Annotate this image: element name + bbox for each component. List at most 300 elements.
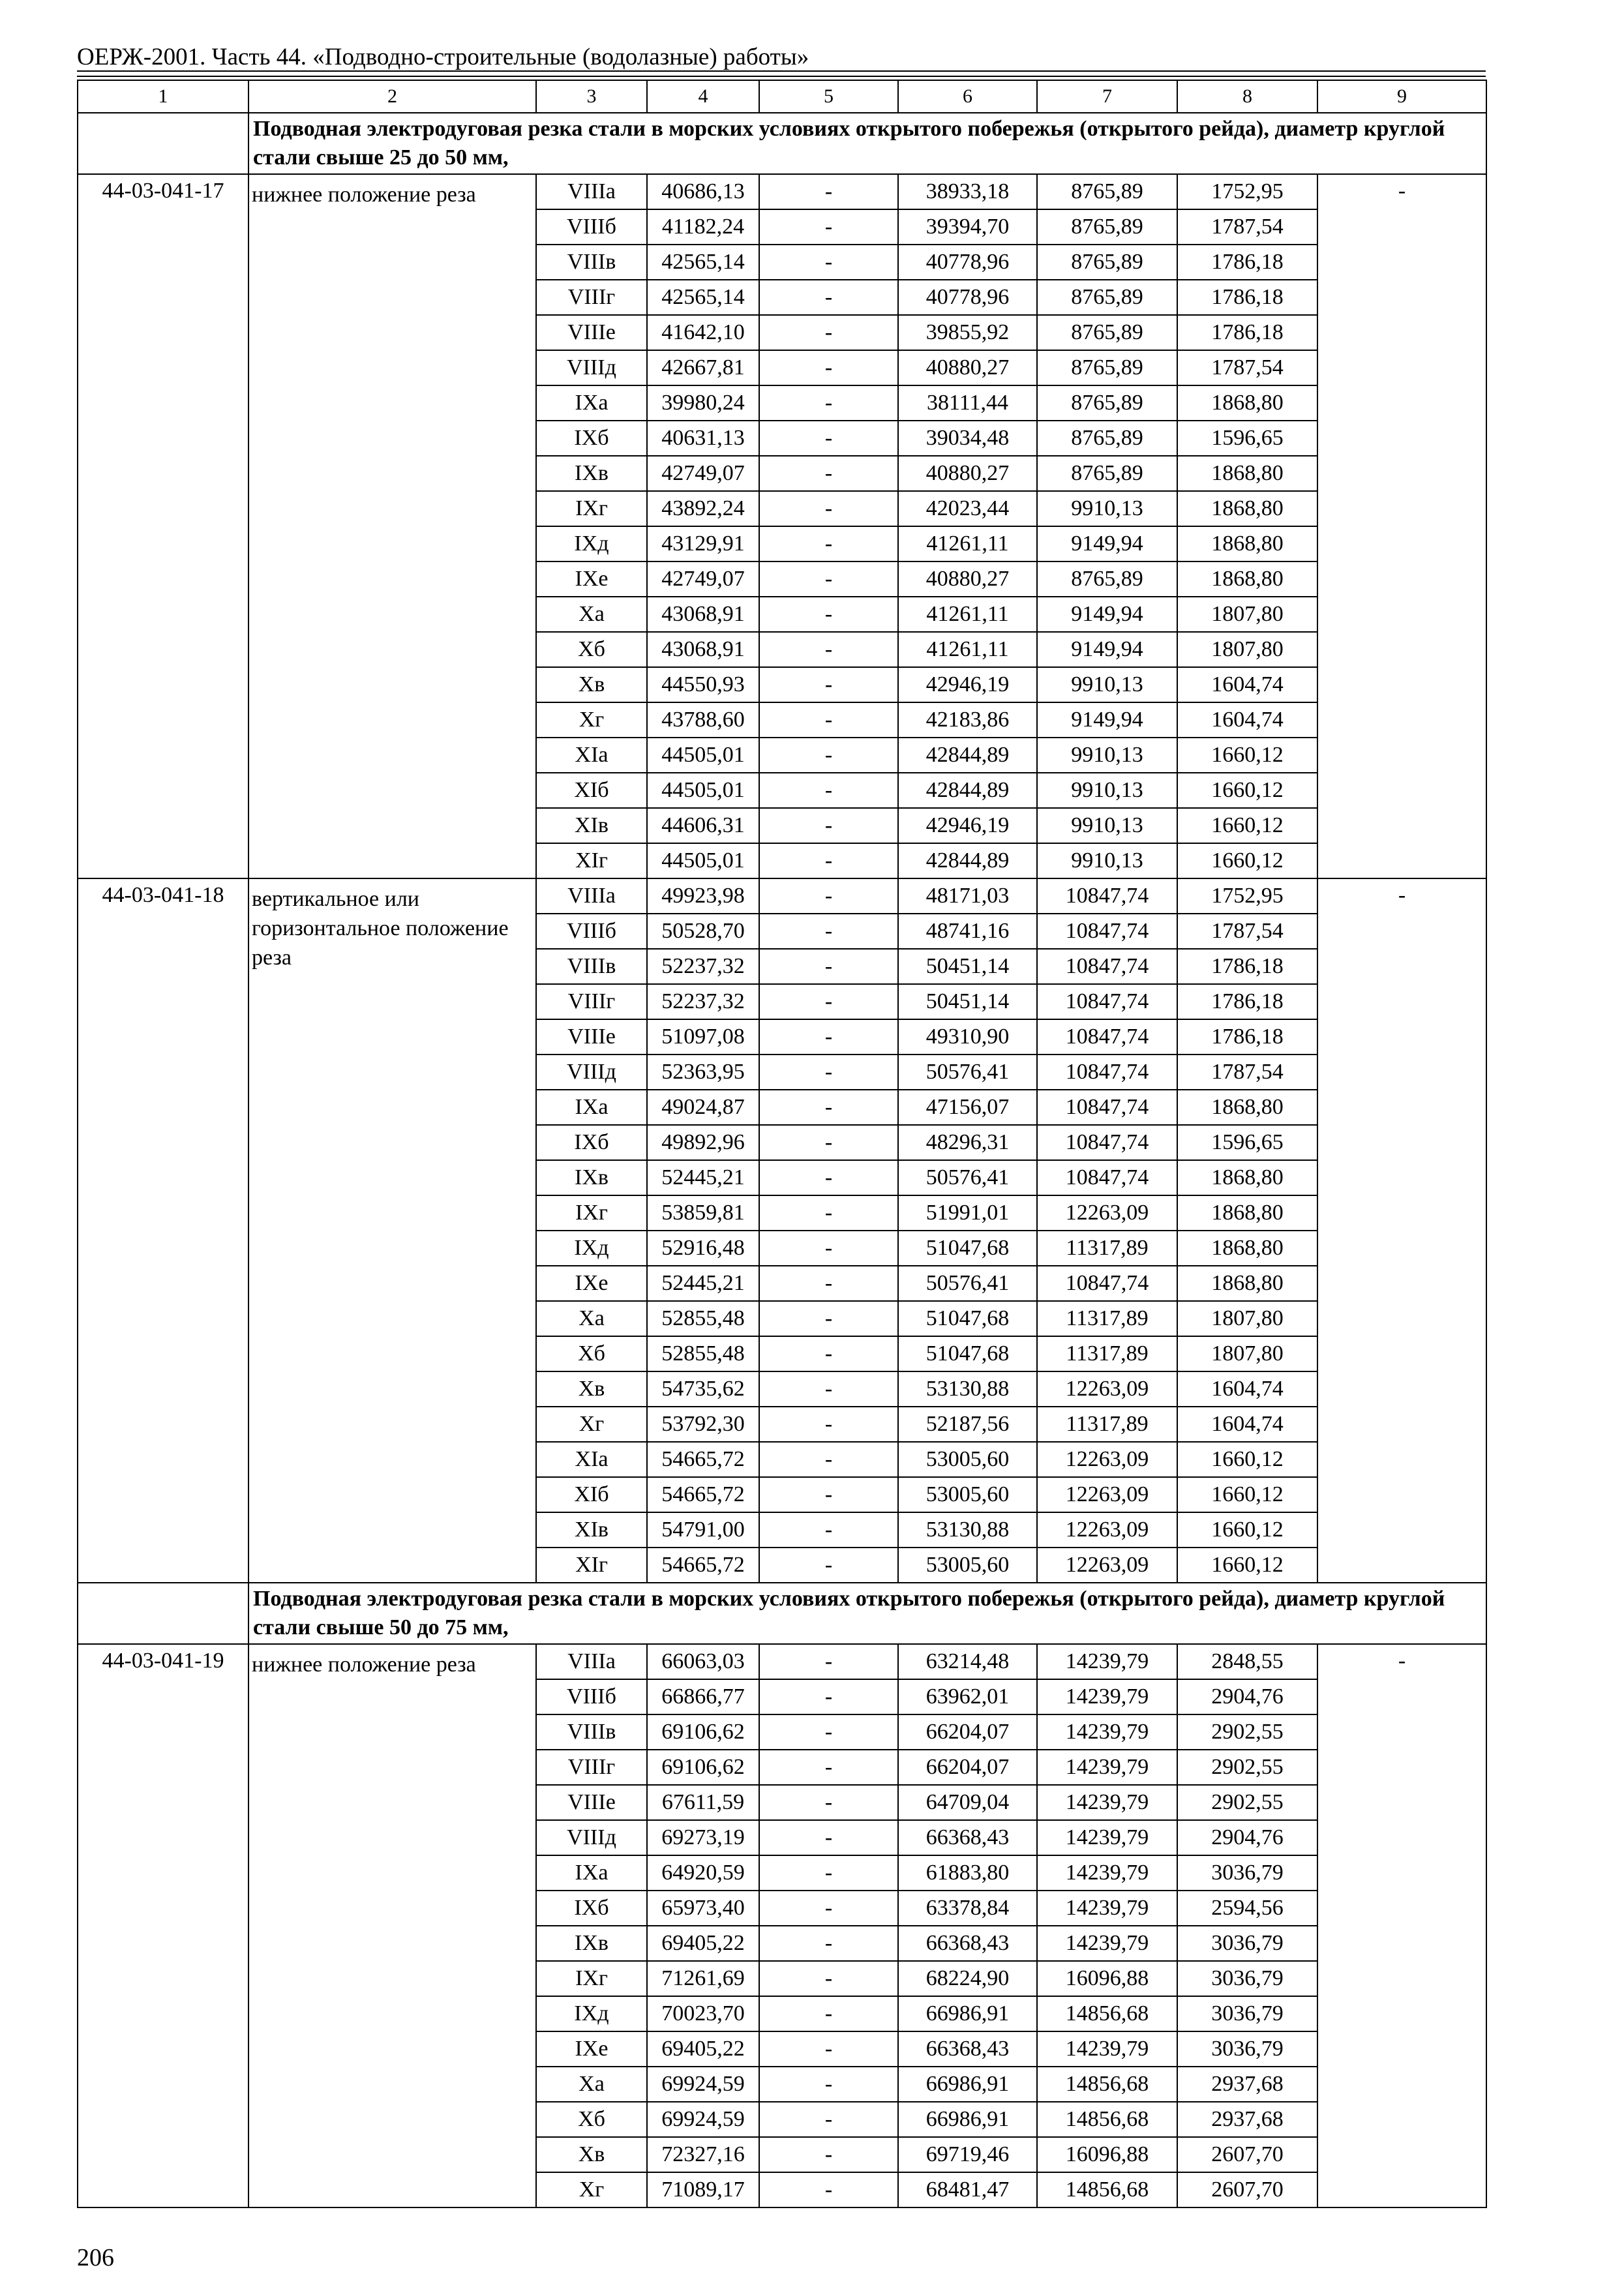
col5-cell: - (759, 385, 898, 421)
col7-cell: 10847,74 (1037, 1090, 1177, 1125)
total-cost-cell: 69106,62 (647, 1750, 759, 1785)
col6-cell: 53005,60 (898, 1477, 1037, 1512)
col7-cell: 14239,79 (1037, 1644, 1177, 1679)
col8-cell: 1786,18 (1177, 280, 1317, 315)
zone-cell: XIг (536, 843, 647, 878)
zone-cell: IXв (536, 1926, 647, 1961)
zone-cell: VIIIд (536, 1055, 647, 1090)
zone-cell: VIIIд (536, 1820, 647, 1855)
total-cost-cell: 42667,81 (647, 350, 759, 385)
col7-cell: 12263,09 (1037, 1442, 1177, 1477)
col6-cell: 40778,96 (898, 245, 1037, 280)
col7-cell: 9149,94 (1037, 632, 1177, 667)
col5-cell: - (759, 773, 898, 808)
col8-cell: 1868,80 (1177, 456, 1317, 491)
zone-cell: XIa (536, 1442, 647, 1477)
col6-cell: 66368,43 (898, 1926, 1037, 1961)
col8-cell: 2902,55 (1177, 1785, 1317, 1820)
col7-cell: 9149,94 (1037, 526, 1177, 561)
col5-cell: - (759, 1231, 898, 1266)
col5-cell: - (759, 808, 898, 843)
col8-cell: 1786,18 (1177, 245, 1317, 280)
col6-cell: 39394,70 (898, 209, 1037, 245)
col8-cell: 1786,18 (1177, 315, 1317, 350)
table-row (78, 174, 1486, 209)
zone-cell: Xг (536, 2172, 647, 2207)
total-cost-cell: 70023,70 (647, 1996, 759, 2031)
total-cost-cell: 52363,95 (647, 1055, 759, 1090)
total-cost-cell: 52237,32 (647, 949, 759, 984)
col8-cell: 2904,76 (1177, 1820, 1317, 1855)
col5-cell: - (759, 315, 898, 350)
column-number-row (78, 80, 1486, 113)
col5-cell: - (759, 1891, 898, 1926)
col7-cell: 14239,79 (1037, 1926, 1177, 1961)
col8-cell: 1660,12 (1177, 808, 1317, 843)
section-title: Подводная электродуговая резка стали в морских условиях открытого побережья (открытого рейда), диаметр круглой стали свыше 50 до 75 мм, (248, 1583, 1486, 1644)
col5-cell: - (759, 702, 898, 738)
section-title-row (78, 1583, 1486, 1644)
zone-cell: XIв (536, 1512, 647, 1548)
col8-cell: 1868,80 (1177, 385, 1317, 421)
col8-cell: 1807,80 (1177, 1301, 1317, 1336)
total-cost-cell: 42565,14 (647, 245, 759, 280)
col8-cell: 2848,55 (1177, 1644, 1317, 1679)
total-cost-cell: 53792,30 (647, 1407, 759, 1442)
col5-cell: - (759, 1785, 898, 1820)
col7-cell: 8765,89 (1037, 245, 1177, 280)
zone-cell: Xв (536, 2137, 647, 2172)
total-cost-cell: 69924,59 (647, 2067, 759, 2102)
col7-cell: 14239,79 (1037, 1855, 1177, 1891)
rate-code: 44-03-041-19 (78, 1644, 248, 2207)
col7-cell: 8765,89 (1037, 209, 1177, 245)
col6-cell: 42946,19 (898, 808, 1037, 843)
col5-cell: - (759, 1125, 898, 1160)
col5-cell: - (759, 1820, 898, 1855)
col5-cell: - (759, 2172, 898, 2207)
col6-cell: 53130,88 (898, 1371, 1037, 1407)
zone-cell: IXд (536, 1231, 647, 1266)
total-cost-cell: 72327,16 (647, 2137, 759, 2172)
zone-cell: XIг (536, 1548, 647, 1583)
col7-cell: 12263,09 (1037, 1548, 1177, 1583)
col8-cell: 1807,80 (1177, 597, 1317, 632)
col8-cell: 2902,55 (1177, 1714, 1317, 1750)
col6-cell: 42946,19 (898, 667, 1037, 702)
col6-cell: 66986,91 (898, 2102, 1037, 2137)
zone-cell: IXг (536, 1195, 647, 1231)
col5-cell: - (759, 491, 898, 526)
col7-cell: 8765,89 (1037, 561, 1177, 597)
col8-cell: 1868,80 (1177, 1266, 1317, 1301)
col5-cell: - (759, 949, 898, 984)
total-cost-cell: 43892,24 (647, 491, 759, 526)
section-title-spacer (78, 113, 248, 174)
total-cost-cell: 52855,48 (647, 1336, 759, 1371)
col5-cell: - (759, 1679, 898, 1714)
col6-cell: 41261,11 (898, 597, 1037, 632)
zone-cell: IXa (536, 385, 647, 421)
total-cost-cell: 54665,72 (647, 1477, 759, 1512)
col5-cell: - (759, 632, 898, 667)
col5-cell: - (759, 1336, 898, 1371)
col7-cell: 10847,74 (1037, 1019, 1177, 1055)
zone-cell: IXв (536, 456, 647, 491)
col8-cell: 1660,12 (1177, 1512, 1317, 1548)
col7-cell: 9149,94 (1037, 597, 1177, 632)
col7-cell: 10847,74 (1037, 984, 1177, 1019)
col5-cell: - (759, 2031, 898, 2067)
col5-cell: - (759, 561, 898, 597)
zone-cell: IXв (536, 1160, 647, 1195)
col7-cell: 9910,13 (1037, 808, 1177, 843)
col8-cell: 1604,74 (1177, 1407, 1317, 1442)
total-cost-cell: 66866,77 (647, 1679, 759, 1714)
col6-cell: 53005,60 (898, 1442, 1037, 1477)
col6-cell: 51991,01 (898, 1195, 1037, 1231)
col8-cell: 1660,12 (1177, 1548, 1317, 1583)
zone-cell: Xa (536, 1301, 647, 1336)
total-cost-cell: 49923,98 (647, 878, 759, 914)
col7-cell: 16096,88 (1037, 1961, 1177, 1996)
col7-cell: 14239,79 (1037, 1714, 1177, 1750)
total-cost-cell: 64920,59 (647, 1855, 759, 1891)
col5-cell: - (759, 1996, 898, 2031)
total-cost-cell: 54735,62 (647, 1371, 759, 1407)
total-cost-cell: 42565,14 (647, 280, 759, 315)
zone-cell: IXд (536, 526, 647, 561)
col7-cell: 12263,09 (1037, 1195, 1177, 1231)
total-cost-cell: 49024,87 (647, 1090, 759, 1125)
col5-cell: - (759, 421, 898, 456)
col7-cell: 10847,74 (1037, 1266, 1177, 1301)
col7-cell: 14856,68 (1037, 2172, 1177, 2207)
col7-cell: 14239,79 (1037, 1679, 1177, 1714)
work-description: нижнее положение реза (248, 174, 536, 878)
col6-cell: 66986,91 (898, 1996, 1037, 2031)
total-cost-cell: 39980,24 (647, 385, 759, 421)
col6-cell: 40880,27 (898, 350, 1037, 385)
zone-cell: VIIIг (536, 280, 647, 315)
col6-cell: 50576,41 (898, 1266, 1037, 1301)
col5-cell: - (759, 878, 898, 914)
col7-cell: 11317,89 (1037, 1301, 1177, 1336)
total-cost-cell: 71261,69 (647, 1961, 759, 1996)
col6-cell: 48171,03 (898, 878, 1037, 914)
zone-cell: Xв (536, 1371, 647, 1407)
col5-cell: - (759, 667, 898, 702)
col6-cell: 41261,11 (898, 632, 1037, 667)
zone-cell: VIIIг (536, 984, 647, 1019)
total-cost-cell: 42749,07 (647, 456, 759, 491)
total-cost-cell: 44606,31 (647, 808, 759, 843)
col8-cell: 1868,80 (1177, 1160, 1317, 1195)
col5-cell: - (759, 2102, 898, 2137)
col6-cell: 53130,88 (898, 1512, 1037, 1548)
col5-cell: - (759, 526, 898, 561)
col8-cell: 1596,65 (1177, 421, 1317, 456)
col8-cell: 3036,79 (1177, 1926, 1317, 1961)
col8-cell: 1787,54 (1177, 209, 1317, 245)
col8-cell: 1868,80 (1177, 491, 1317, 526)
col5-cell: - (759, 2137, 898, 2172)
col8-cell: 3036,79 (1177, 2031, 1317, 2067)
col8-cell: 1660,12 (1177, 738, 1317, 773)
col7-cell: 10847,74 (1037, 1125, 1177, 1160)
col8-cell: 1868,80 (1177, 1195, 1317, 1231)
column-number: 2 (248, 80, 536, 113)
header-rule-top (77, 70, 1486, 72)
col7-cell: 12263,09 (1037, 1477, 1177, 1512)
total-cost-cell: 53859,81 (647, 1195, 759, 1231)
col6-cell: 42183,86 (898, 702, 1037, 738)
page-number: 206 (77, 2244, 114, 2271)
col6-cell: 41261,11 (898, 526, 1037, 561)
col9-cell: - (1317, 878, 1486, 1583)
zone-cell: Xa (536, 597, 647, 632)
col8-cell: 2904,76 (1177, 1679, 1317, 1714)
col5-cell: - (759, 2067, 898, 2102)
zone-cell: VIIIa (536, 878, 647, 914)
zone-cell: Xб (536, 632, 647, 667)
total-cost-cell: 41182,24 (647, 209, 759, 245)
zone-cell: IXг (536, 491, 647, 526)
zone-cell: VIIIa (536, 174, 647, 209)
col6-cell: 40880,27 (898, 456, 1037, 491)
total-cost-cell: 52916,48 (647, 1231, 759, 1266)
col7-cell: 8765,89 (1037, 350, 1177, 385)
col6-cell: 51047,68 (898, 1336, 1037, 1371)
col5-cell: - (759, 1407, 898, 1442)
total-cost-cell: 54791,00 (647, 1512, 759, 1548)
total-cost-cell: 43788,60 (647, 702, 759, 738)
column-number: 1 (78, 80, 248, 113)
col8-cell: 1807,80 (1177, 632, 1317, 667)
col6-cell: 50576,41 (898, 1055, 1037, 1090)
zone-cell: VIIIе (536, 1785, 647, 1820)
col7-cell: 9910,13 (1037, 491, 1177, 526)
col5-cell: - (759, 209, 898, 245)
col8-cell: 3036,79 (1177, 1996, 1317, 2031)
zone-cell: XIб (536, 773, 647, 808)
zone-cell: Xв (536, 667, 647, 702)
col6-cell: 42844,89 (898, 843, 1037, 878)
zone-cell: VIIIв (536, 1714, 647, 1750)
col7-cell: 12263,09 (1037, 1371, 1177, 1407)
col5-cell: - (759, 174, 898, 209)
table-row (78, 878, 1486, 914)
col6-cell: 63214,48 (898, 1644, 1037, 1679)
col8-cell: 3036,79 (1177, 1855, 1317, 1891)
col7-cell: 8765,89 (1037, 280, 1177, 315)
zone-cell: Xб (536, 2102, 647, 2137)
zone-cell: VIIIб (536, 914, 647, 949)
zone-cell: Xa (536, 2067, 647, 2102)
total-cost-cell: 69273,19 (647, 1820, 759, 1855)
col8-cell: 1787,54 (1177, 914, 1317, 949)
col8-cell: 1868,80 (1177, 1231, 1317, 1266)
col6-cell: 39034,48 (898, 421, 1037, 456)
col6-cell: 68481,47 (898, 2172, 1037, 2207)
col8-cell: 1752,95 (1177, 878, 1317, 914)
col6-cell: 68224,90 (898, 1961, 1037, 1996)
col7-cell: 14856,68 (1037, 1996, 1177, 2031)
zone-cell: IXб (536, 1891, 647, 1926)
zone-cell: IXд (536, 1996, 647, 2031)
col7-cell: 9149,94 (1037, 702, 1177, 738)
col7-cell: 8765,89 (1037, 174, 1177, 209)
total-cost-cell: 67611,59 (647, 1785, 759, 1820)
col6-cell: 61883,80 (898, 1855, 1037, 1891)
col8-cell: 1752,95 (1177, 174, 1317, 209)
total-cost-cell: 69106,62 (647, 1714, 759, 1750)
total-cost-cell: 54665,72 (647, 1548, 759, 1583)
col5-cell: - (759, 1512, 898, 1548)
col6-cell: 69719,46 (898, 2137, 1037, 2172)
zone-cell: VIIIa (536, 1644, 647, 1679)
zone-cell: Xг (536, 702, 647, 738)
col8-cell: 1787,54 (1177, 1055, 1317, 1090)
total-cost-cell: 44505,01 (647, 843, 759, 878)
col8-cell: 1786,18 (1177, 949, 1317, 984)
column-number: 6 (898, 80, 1037, 113)
col7-cell: 11317,89 (1037, 1407, 1177, 1442)
col7-cell: 14239,79 (1037, 1891, 1177, 1926)
col6-cell: 48296,31 (898, 1125, 1037, 1160)
col6-cell: 48741,16 (898, 914, 1037, 949)
total-cost-cell: 40631,13 (647, 421, 759, 456)
col5-cell: - (759, 245, 898, 280)
col6-cell: 53005,60 (898, 1548, 1037, 1583)
col7-cell: 14239,79 (1037, 1750, 1177, 1785)
total-cost-cell: 44550,93 (647, 667, 759, 702)
column-number: 9 (1317, 80, 1486, 113)
col7-cell: 8765,89 (1037, 385, 1177, 421)
col5-cell: - (759, 1477, 898, 1512)
total-cost-cell: 52445,21 (647, 1160, 759, 1195)
col8-cell: 1807,80 (1177, 1336, 1317, 1371)
col7-cell: 14239,79 (1037, 2031, 1177, 2067)
col5-cell: - (759, 1019, 898, 1055)
col8-cell: 1868,80 (1177, 561, 1317, 597)
zone-cell: VIIIв (536, 245, 647, 280)
col5-cell: - (759, 984, 898, 1019)
zone-cell: VIIIб (536, 209, 647, 245)
col7-cell: 9910,13 (1037, 773, 1177, 808)
col8-cell: 1660,12 (1177, 773, 1317, 808)
col5-cell: - (759, 1644, 898, 1679)
col6-cell: 50451,14 (898, 949, 1037, 984)
col5-cell: - (759, 914, 898, 949)
total-cost-cell: 50528,70 (647, 914, 759, 949)
col6-cell: 66204,07 (898, 1750, 1037, 1785)
zone-cell: IXе (536, 1266, 647, 1301)
zone-cell: VIIIг (536, 1750, 647, 1785)
total-cost-cell: 52855,48 (647, 1301, 759, 1336)
col5-cell: - (759, 280, 898, 315)
col6-cell: 42023,44 (898, 491, 1037, 526)
col6-cell: 66368,43 (898, 2031, 1037, 2067)
col6-cell: 40880,27 (898, 561, 1037, 597)
col8-cell: 2607,70 (1177, 2137, 1317, 2172)
col8-cell: 1596,65 (1177, 1125, 1317, 1160)
col6-cell: 38933,18 (898, 174, 1037, 209)
col8-cell: 2902,55 (1177, 1750, 1317, 1785)
col8-cell: 1868,80 (1177, 526, 1317, 561)
zone-cell: IXе (536, 2031, 647, 2067)
total-cost-cell: 52445,21 (647, 1266, 759, 1301)
col7-cell: 12263,09 (1037, 1512, 1177, 1548)
col6-cell: 51047,68 (898, 1301, 1037, 1336)
col6-cell: 51047,68 (898, 1231, 1037, 1266)
zone-cell: IXa (536, 1855, 647, 1891)
col8-cell: 1660,12 (1177, 843, 1317, 878)
zone-cell: IXб (536, 1125, 647, 1160)
work-description: нижнее положение реза (248, 1644, 536, 2207)
col6-cell: 40778,96 (898, 280, 1037, 315)
col5-cell: - (759, 1442, 898, 1477)
col5-cell: - (759, 1371, 898, 1407)
col8-cell: 1660,12 (1177, 1442, 1317, 1477)
col9-cell: - (1317, 174, 1486, 878)
col8-cell: 2937,68 (1177, 2067, 1317, 2102)
zone-cell: XIб (536, 1477, 647, 1512)
col6-cell: 42844,89 (898, 738, 1037, 773)
zone-cell: XIa (536, 738, 647, 773)
zone-cell: VIIIб (536, 1679, 647, 1714)
col7-cell: 10847,74 (1037, 949, 1177, 984)
col6-cell: 66368,43 (898, 1820, 1037, 1855)
section-title-row (78, 113, 1486, 174)
total-cost-cell: 43068,91 (647, 597, 759, 632)
col5-cell: - (759, 597, 898, 632)
col5-cell: - (759, 1301, 898, 1336)
col6-cell: 39855,92 (898, 315, 1037, 350)
total-cost-cell: 69405,22 (647, 1926, 759, 1961)
col5-cell: - (759, 1714, 898, 1750)
total-cost-cell: 71089,17 (647, 2172, 759, 2207)
col7-cell: 14856,68 (1037, 2102, 1177, 2137)
col7-cell: 11317,89 (1037, 1336, 1177, 1371)
total-cost-cell: 42749,07 (647, 561, 759, 597)
col8-cell: 1868,80 (1177, 1090, 1317, 1125)
col7-cell: 10847,74 (1037, 1055, 1177, 1090)
col7-cell: 11317,89 (1037, 1231, 1177, 1266)
col6-cell: 64709,04 (898, 1785, 1037, 1820)
col7-cell: 14239,79 (1037, 1785, 1177, 1820)
col6-cell: 38111,44 (898, 385, 1037, 421)
total-cost-cell: 49892,96 (647, 1125, 759, 1160)
col7-cell: 9910,13 (1037, 738, 1177, 773)
total-cost-cell: 44505,01 (647, 738, 759, 773)
col5-cell: - (759, 350, 898, 385)
col6-cell: 66204,07 (898, 1714, 1037, 1750)
col6-cell: 49310,90 (898, 1019, 1037, 1055)
rate-code: 44-03-041-17 (78, 174, 248, 878)
col7-cell: 9910,13 (1037, 667, 1177, 702)
col5-cell: - (759, 456, 898, 491)
column-number: 3 (536, 80, 647, 113)
col5-cell: - (759, 1548, 898, 1583)
col7-cell: 14856,68 (1037, 2067, 1177, 2102)
zone-cell: XIв (536, 808, 647, 843)
document-header: ОЕРЖ-2001. Часть 44. «Подводно-строительные (водолазные) работы» (77, 44, 809, 70)
col7-cell: 16096,88 (1037, 2137, 1177, 2172)
rate-code: 44-03-041-18 (78, 878, 248, 1583)
col6-cell: 52187,56 (898, 1407, 1037, 1442)
col8-cell: 1604,74 (1177, 702, 1317, 738)
